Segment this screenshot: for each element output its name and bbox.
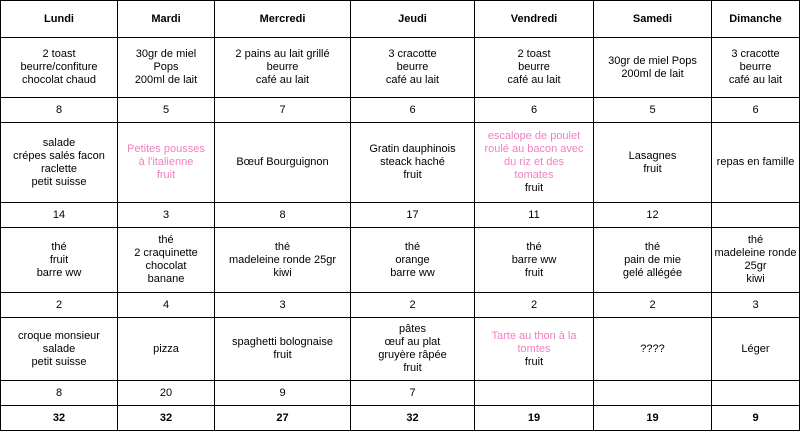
daily-total-cell: 27	[215, 406, 351, 431]
points-cell: 3	[215, 293, 351, 318]
snack-cell	[712, 228, 800, 293]
menu-line: barre ww	[511, 253, 557, 266]
menu-line: beurre	[739, 61, 772, 73]
lunch-cell	[351, 123, 475, 203]
breakfast-cell	[118, 38, 215, 98]
breakfast-row	[1, 38, 800, 98]
points-cell: 2	[1, 293, 118, 318]
menu-line: fruit	[524, 182, 544, 194]
daily-total-row	[1, 406, 800, 431]
breakfast-cell	[594, 38, 712, 98]
menu-line: raclette	[40, 162, 78, 175]
points-cell: 12	[594, 203, 712, 228]
snack-cell	[475, 228, 594, 293]
points-cell	[594, 381, 712, 406]
menu-line: pâtes	[399, 323, 426, 335]
menu-line: pain de mie	[624, 253, 681, 266]
menu-line: thé	[274, 240, 291, 253]
menu-line: Pops	[153, 61, 179, 73]
menu-line: repas en famille	[716, 156, 795, 168]
breakfast-cell	[1, 38, 118, 98]
points-cell: 3	[118, 203, 215, 228]
menu-line: fruit	[403, 169, 422, 181]
daily-total-cell: 32	[1, 406, 118, 431]
menu-line: du riz et des	[504, 156, 564, 168]
snack-cell	[351, 228, 475, 293]
dinner-cell	[351, 318, 475, 381]
dinner-points-row	[1, 381, 800, 406]
snack-cell	[1, 228, 118, 293]
menu-line: café au lait	[728, 74, 783, 86]
dinner-cell	[118, 318, 215, 381]
points-cell: 17	[351, 203, 475, 228]
menu-line: croque monsieur	[18, 329, 100, 342]
menu-line: tomates	[514, 169, 554, 181]
day-header-jeudi: Jeudi	[351, 1, 475, 38]
menu-line: fruit	[524, 266, 544, 279]
dinner-cell	[1, 318, 118, 381]
menu-line: fruit	[273, 349, 292, 361]
menu-line: petit suisse	[31, 355, 87, 368]
day-header-dimanche: Dimanche	[712, 1, 800, 38]
menu-line: café au lait	[255, 74, 310, 86]
menu-line: 25gr	[744, 260, 767, 272]
points-cell: 2	[594, 293, 712, 318]
points-cell: 11	[475, 203, 594, 228]
menu-line: orange	[395, 253, 430, 266]
menu-line: fruit	[156, 169, 176, 181]
points-cell: 6	[351, 98, 475, 123]
points-cell	[475, 381, 594, 406]
lunch-cell	[1, 123, 118, 203]
menu-line: steack haché	[380, 156, 445, 168]
lunch-cell	[215, 123, 351, 203]
snack-cell	[215, 228, 351, 293]
menu-line: chocolat chaud	[22, 74, 96, 86]
snack-row	[1, 228, 800, 293]
breakfast-points-row	[1, 98, 800, 123]
daily-total-cell: 19	[594, 406, 712, 431]
menu-line: 3 cracotte	[731, 48, 780, 60]
menu-line: ????	[640, 342, 665, 355]
points-cell: 2	[351, 293, 475, 318]
menu-line: 2 toast	[42, 48, 76, 60]
lunch-cell	[475, 123, 594, 203]
day-header-mardi: Mardi	[118, 1, 215, 38]
menu-line: beurre	[396, 61, 429, 73]
breakfast-cell	[475, 38, 594, 98]
menu-line: tomtes	[517, 342, 551, 355]
menu-line: escalope de poulet	[487, 130, 581, 142]
menu-line: fruit	[643, 162, 662, 175]
menu-line: pizza	[153, 342, 179, 355]
menu-line: petit suisse	[31, 175, 87, 188]
menu-line: thé	[747, 234, 764, 246]
menu-line: beurre	[266, 61, 299, 73]
menu-line: beurre	[518, 61, 550, 73]
daily-total-cell: 32	[118, 406, 215, 431]
points-cell: 3	[712, 293, 800, 318]
points-cell: 4	[118, 293, 215, 318]
menu-line: fruit	[403, 362, 422, 374]
points-cell: 7	[215, 98, 351, 123]
day-header-lundi: Lundi	[1, 1, 118, 38]
snack-cell	[594, 228, 712, 293]
menu-line: kiwi	[746, 273, 765, 285]
menu-line: beurre/confiture	[20, 61, 98, 73]
points-cell: 2	[475, 293, 594, 318]
lunch-points-row	[1, 203, 800, 228]
menu-line: chocolat	[145, 260, 187, 272]
points-cell: 5	[594, 98, 712, 123]
menu-line: Léger	[741, 342, 770, 355]
menu-line: Lasagnes	[628, 149, 677, 162]
day-header-vendredi: Vendredi	[475, 1, 594, 38]
menu-line: banane	[147, 273, 185, 285]
menu-line: kiwi	[273, 266, 292, 279]
menu-line: madeleine ronde	[714, 247, 797, 259]
dinner-cell	[594, 318, 712, 381]
daily-total-cell: 9	[712, 406, 800, 431]
menu-line: gruyère râpée	[378, 349, 447, 361]
menu-line: 30gr de miel	[135, 48, 197, 60]
menu-line: madeleine ronde 25gr	[228, 253, 337, 266]
breakfast-cell	[351, 38, 475, 98]
menu-line: 3 cracotte	[388, 48, 437, 60]
menu-line: Tarte au thon à la	[491, 329, 577, 342]
menu-line: crépes salés facon	[13, 149, 105, 162]
points-cell: 6	[475, 98, 594, 123]
points-cell: 8	[1, 381, 118, 406]
points-cell	[712, 381, 800, 406]
menu-line: 2 craquinette	[134, 247, 198, 259]
day-header-row	[1, 1, 800, 38]
dinner-row	[1, 318, 800, 381]
menu-line: barre ww	[36, 266, 82, 279]
day-header-mercredi: Mercredi	[215, 1, 351, 38]
points-cell: 9	[215, 381, 351, 406]
menu-line: à l'italienne	[138, 156, 194, 168]
points-cell: 14	[1, 203, 118, 228]
menu-line: café au lait	[507, 74, 561, 86]
lunch-cell	[594, 123, 712, 203]
points-cell: 7	[351, 381, 475, 406]
menu-line: 2 pains au lait grillé	[235, 48, 330, 60]
breakfast-cell	[712, 38, 800, 98]
points-cell: 8	[1, 98, 118, 123]
menu-line: spaghetti bolognaise	[232, 336, 333, 348]
snack-points-row	[1, 293, 800, 318]
points-cell: 8	[215, 203, 351, 228]
menu-line: 30gr de miel Pops	[608, 54, 697, 67]
menu-line: thé	[158, 234, 174, 246]
points-cell: 5	[118, 98, 215, 123]
menu-line: Bœuf Bourguignon	[236, 156, 329, 168]
menu-line: 200ml de lait	[134, 74, 198, 86]
menu-line: thé	[51, 240, 67, 253]
dinner-cell	[215, 318, 351, 381]
dinner-cell	[475, 318, 594, 381]
menu-line: gelé allégée	[622, 266, 683, 279]
menu-line: thé	[644, 240, 661, 253]
snack-cell	[118, 228, 215, 293]
menu-line: thé	[404, 240, 421, 253]
menu-line: barre ww	[390, 266, 435, 279]
breakfast-cell	[215, 38, 351, 98]
lunch-row	[1, 123, 800, 203]
menu-line: café au lait	[385, 74, 440, 86]
menu-line: fruit	[49, 253, 69, 266]
points-cell: 20	[118, 381, 215, 406]
points-cell: 6	[712, 98, 800, 123]
lunch-cell	[712, 123, 800, 203]
day-header-samedi: Samedi	[594, 1, 712, 38]
lunch-cell	[118, 123, 215, 203]
menu-line: roulé au bacon avec	[484, 143, 584, 155]
menu-line: Petites pousses	[127, 143, 205, 155]
points-cell	[712, 203, 800, 228]
menu-line: fruit	[524, 355, 544, 368]
menu-line: salade	[42, 342, 76, 355]
menu-line: salade	[42, 136, 76, 149]
menu-line: 2 toast	[517, 48, 551, 60]
menu-line: 200ml de lait	[621, 67, 684, 80]
menu-line: œuf au plat	[384, 336, 441, 348]
dinner-cell	[712, 318, 800, 381]
menu-line: thé	[526, 240, 542, 253]
daily-total-cell: 32	[351, 406, 475, 431]
daily-total-cell: 19	[475, 406, 594, 431]
menu-line: Gratin dauphinois	[369, 143, 456, 155]
